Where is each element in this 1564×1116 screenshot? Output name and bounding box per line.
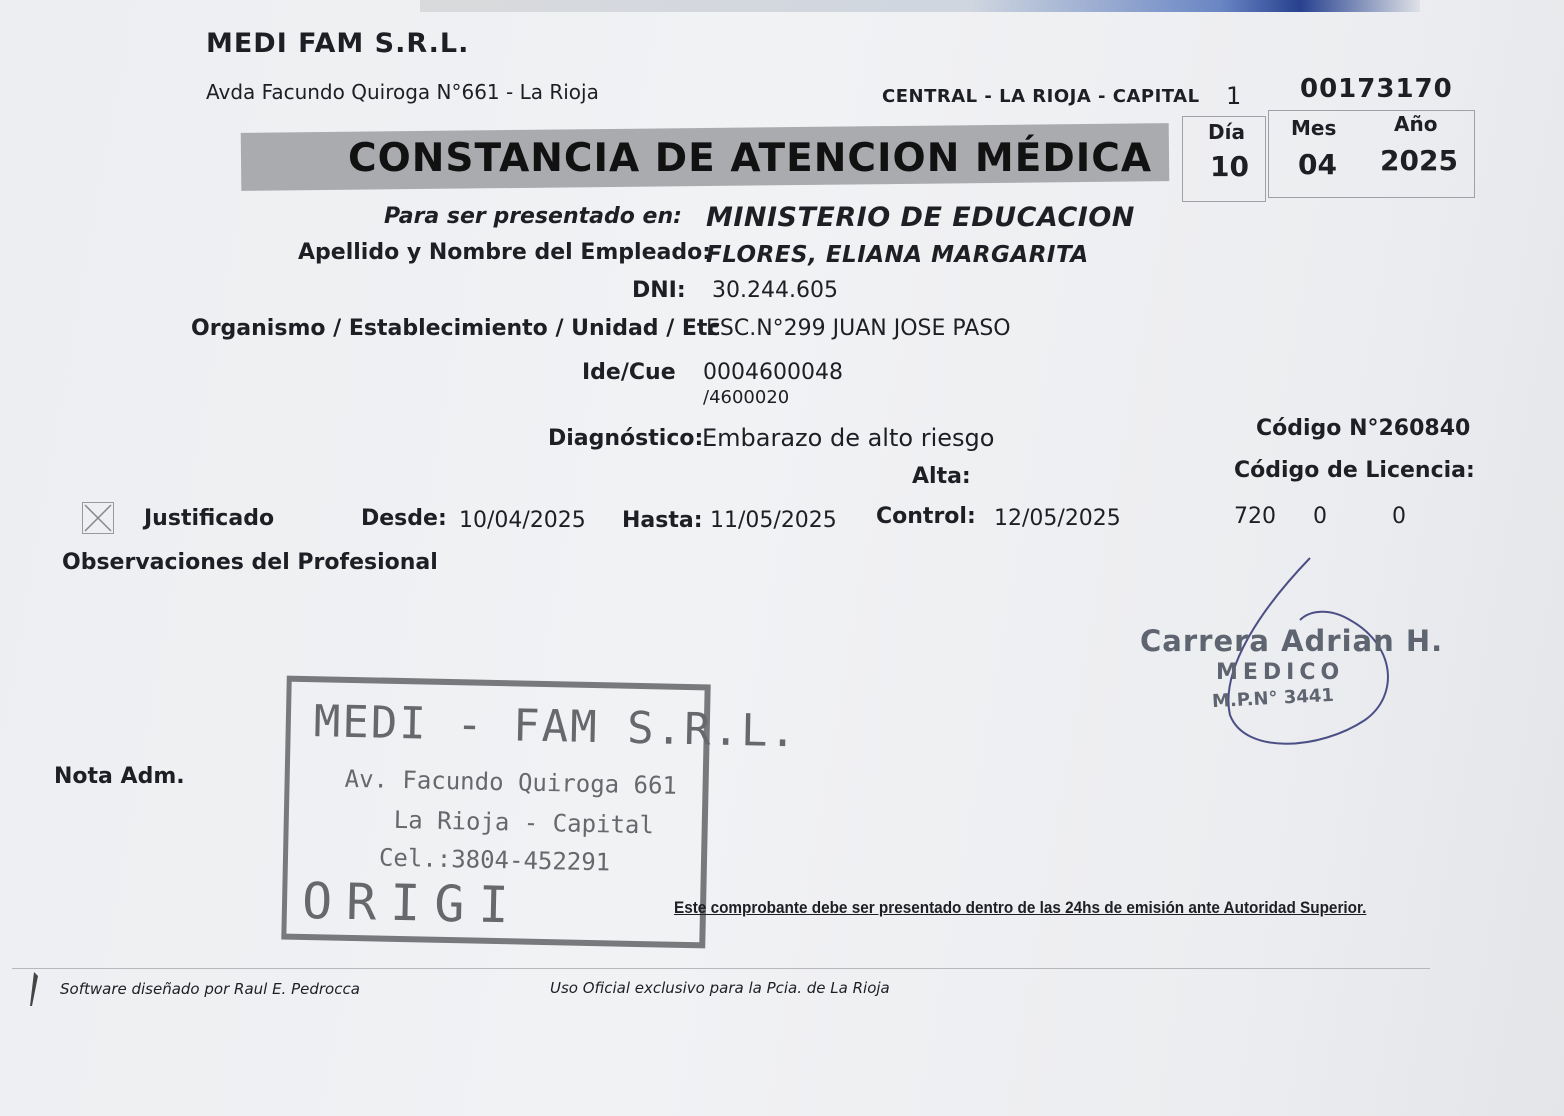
- employee-value: FLORES, ELIANA MARGARITA: [706, 242, 1089, 268]
- idecue-label: Ide/Cue: [582, 360, 676, 385]
- stamp-line-4: Cel.:3804-452291: [378, 843, 611, 877]
- copy-number: 1: [1226, 82, 1242, 110]
- dni-value: 30.244.605: [712, 278, 838, 303]
- license-code-2: 0: [1313, 504, 1327, 529]
- footer-software: Software diseñado por Raul E. Pedrocca: [60, 980, 360, 998]
- doctor-title: MEDICO: [1216, 660, 1345, 685]
- stamp-line-5: ORIGI: [301, 871, 524, 935]
- idecue-value-2: /4600020: [703, 387, 790, 408]
- license-code-1: 720: [1234, 504, 1276, 529]
- presented-value: MINISTERIO DE EDUCACION: [706, 202, 1135, 233]
- organization-label: Organismo / Establecimiento / Unidad / Etc: [191, 316, 721, 341]
- doctor-name: Carrera Adrian H.: [1140, 624, 1444, 658]
- month-value: 04: [1298, 148, 1337, 181]
- year-label: Año: [1394, 112, 1438, 136]
- stamp-line-1: MEDI - FAM S.R.L.: [313, 696, 799, 758]
- admin-note-label: Nota Adm.: [54, 764, 185, 789]
- company-address: Avda Facundo Quiroga N°661 - La Rioja: [206, 80, 599, 104]
- footer-divider: [12, 968, 1430, 969]
- year-value: 2025: [1380, 144, 1458, 177]
- diagnosis-value: Embarazo de alto riesgo: [702, 424, 995, 452]
- justified-checkbox: [82, 502, 114, 534]
- doctor-registration: M.P.N° 3441: [1211, 684, 1335, 713]
- branch-name: CENTRAL - LA RIOJA - CAPITAL: [882, 86, 1200, 107]
- employee-label: Apellido y Nombre del Empleado:: [298, 240, 712, 265]
- day-label: Día: [1208, 120, 1245, 144]
- control-value: 12/05/2025: [994, 506, 1121, 531]
- diagnosis-label: Diagnóstico:: [548, 426, 704, 451]
- organization-value: ESC.N°299 JUAN JOSE PASO: [706, 316, 1011, 341]
- document-title: CONSTANCIA DE ATENCION MÉDICA: [348, 136, 1153, 181]
- dni-label: DNI:: [632, 278, 686, 303]
- license-code-3: 0: [1392, 504, 1406, 529]
- document-number: 00173170: [1300, 74, 1453, 104]
- license-code-label: Código de Licencia:: [1234, 458, 1475, 483]
- observations-label: Observaciones del Profesional: [62, 550, 438, 575]
- code-label: Código N°260840: [1256, 416, 1471, 441]
- idecue-value-1: 0004600048: [703, 360, 843, 385]
- to-value: 11/05/2025: [710, 508, 837, 533]
- checkbox-cross-icon: [83, 503, 113, 533]
- footer-usage: Uso Oficial exclusivo para la Pcia. de La Rioja: [550, 979, 890, 997]
- day-value: 10: [1210, 150, 1249, 183]
- from-label: Desde:: [361, 506, 447, 531]
- to-label: Hasta:: [622, 508, 703, 533]
- stamp-line-2: Av. Facundo Quiroga 661: [344, 764, 678, 800]
- company-name: MEDI FAM S.R.L.: [206, 28, 470, 59]
- stamp-line-3: La Rioja - Capital: [393, 805, 655, 840]
- alta-label: Alta:: [912, 464, 971, 489]
- month-label: Mes: [1291, 116, 1337, 140]
- justified-label: Justificado: [144, 506, 275, 531]
- company-stamp: [281, 676, 799, 949]
- pen-icon: [26, 970, 46, 1010]
- notice-text: Este comprobante debe ser presentado dentro de las 24hs de emisión ante Autoridad Superior.: [674, 898, 1367, 917]
- presented-label: Para ser presentado en:: [384, 204, 682, 229]
- control-label: Control:: [876, 504, 976, 529]
- background-strip: [420, 0, 1420, 12]
- from-value: 10/04/2025: [459, 508, 586, 533]
